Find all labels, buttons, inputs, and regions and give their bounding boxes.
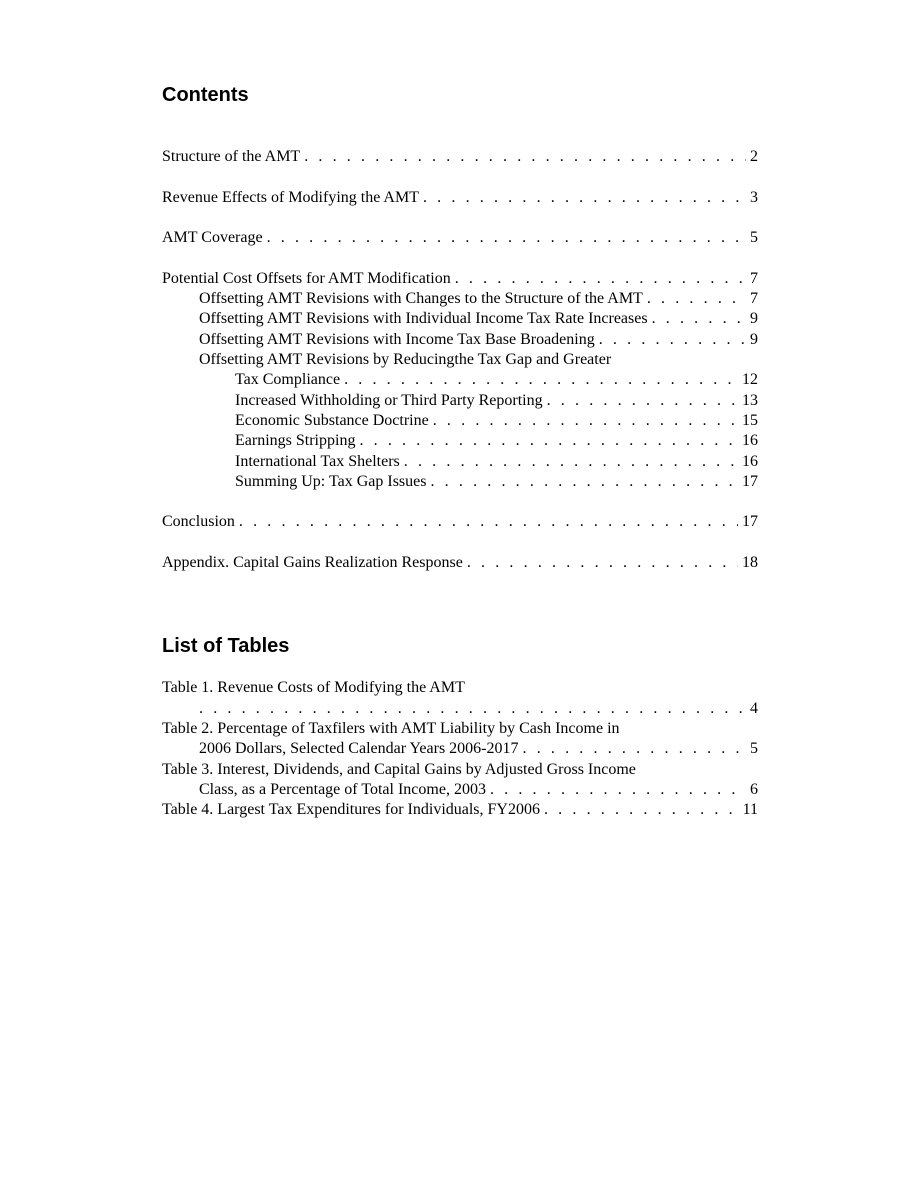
toc-entry-page: 15	[742, 412, 758, 429]
list-of-tables-heading: List of Tables	[162, 635, 290, 657]
toc-entry-page: 12	[742, 371, 758, 388]
toc-entry-title: Offsetting AMT Revisions with Changes to the Structure of the AMT	[199, 290, 643, 307]
toc-entry[interactable]	[162, 553, 758, 573]
toc-entry-page: 7	[750, 290, 758, 307]
toc-subsubentry[interactable]	[235, 431, 758, 451]
toc-entry-title: Offsetting AMT Revisions with Income Tax Base Broadening	[199, 331, 595, 348]
toc-entry[interactable]	[162, 512, 758, 532]
dot-leader	[490, 780, 746, 800]
dot-leader	[423, 188, 746, 208]
table-entry-title: Table 4. Largest Tax Expenditures for Individuals, FY2006	[162, 801, 540, 818]
table-entry[interactable]	[199, 739, 758, 759]
toc-entry-title: Earnings Stripping	[235, 432, 356, 449]
toc-entry-page: 9	[750, 310, 758, 327]
toc-entry-page: 16	[742, 432, 758, 449]
toc-entry[interactable]	[162, 228, 758, 248]
dot-leader	[455, 269, 746, 289]
toc-subentry-heading[interactable]: Offsetting AMT Revisions by Reducingthe Tax Gap and Greater	[199, 351, 612, 368]
table-entry-page: 5	[750, 740, 758, 757]
toc-entry-title: Potential Cost Offsets for AMT Modification	[162, 270, 451, 287]
toc-subentry[interactable]	[199, 330, 758, 350]
table-entry-title[interactable]: Table 1. Revenue Costs of Modifying the AMT	[162, 679, 465, 696]
table-entry-page: 11	[742, 801, 758, 818]
dot-leader	[359, 431, 738, 451]
toc-subentry[interactable]	[199, 309, 758, 329]
dot-leader	[239, 512, 738, 532]
toc-entry-page: 2	[750, 148, 758, 165]
dot-leader	[430, 472, 738, 492]
dot-leader	[544, 800, 739, 820]
toc-subsubentry[interactable]	[235, 452, 758, 472]
toc-entry-page: 9	[750, 331, 758, 348]
toc-entry-page: 3	[750, 189, 758, 206]
dot-leader	[344, 370, 738, 390]
dot-leader	[652, 309, 746, 329]
toc-entry-title: Tax Compliance	[235, 371, 341, 388]
toc-entry-page: 7	[750, 270, 758, 287]
table-entry[interactable]	[199, 699, 758, 719]
dot-leader	[199, 699, 746, 719]
table-entry[interactable]	[162, 800, 758, 820]
toc-entry-page: 17	[742, 513, 758, 530]
table-entry-page: 4	[750, 700, 758, 717]
toc-entry-title: AMT Coverage	[162, 229, 263, 246]
toc-subsubentry[interactable]	[235, 472, 758, 492]
toc-entry[interactable]	[162, 269, 758, 289]
dot-leader	[547, 391, 738, 411]
toc-entry-title: Offsetting AMT Revisions with Individual Income Tax Rate Increases	[199, 310, 648, 327]
table-entry-page: 6	[750, 781, 758, 798]
table-entry-title-cont: Class, as a Percentage of Total Income, 2003	[199, 781, 486, 798]
toc-subentry[interactable]	[199, 289, 758, 309]
toc-entry-title: Conclusion	[162, 513, 235, 530]
toc-subsubentry[interactable]	[235, 411, 758, 431]
toc-subsubentry[interactable]	[235, 391, 758, 411]
dot-leader	[647, 289, 746, 309]
toc-entry-page: 16	[742, 453, 758, 470]
dot-leader	[523, 739, 747, 759]
toc-entry-page: 5	[750, 229, 758, 246]
toc-entry-title: Structure of the AMT	[162, 148, 301, 165]
table-entry[interactable]	[199, 780, 758, 800]
table-entry-title[interactable]: Table 3. Interest, Dividends, and Capital Gains by Adjusted Gross Income	[162, 761, 636, 778]
dot-leader	[267, 228, 746, 248]
toc-entry-title: International Tax Shelters	[235, 453, 400, 470]
toc-entry-title: Economic Substance Doctrine	[235, 412, 429, 429]
toc-entry-title: Summing Up: Tax Gap Issues	[235, 473, 427, 490]
toc-entry-page: 13	[742, 392, 758, 409]
dot-leader	[599, 330, 746, 350]
dot-leader	[304, 147, 746, 167]
toc-entry-title: Appendix. Capital Gains Realization Response	[162, 554, 463, 571]
toc-subsubentry[interactable]	[235, 370, 758, 390]
dot-leader	[404, 452, 738, 472]
toc-entry[interactable]	[162, 188, 758, 208]
contents-heading: Contents	[162, 84, 249, 106]
dot-leader	[467, 553, 738, 573]
toc-entry-title: Revenue Effects of Modifying the AMT	[162, 189, 419, 206]
toc-entry-title: Increased Withholding or Third Party Reporting	[235, 392, 543, 409]
table-entry-title[interactable]: Table 2. Percentage of Taxfilers with AMT Liability by Cash Income in	[162, 720, 620, 737]
toc-entry-page: 18	[742, 554, 758, 571]
toc-entry[interactable]	[162, 147, 758, 167]
table-entry-title-cont: 2006 Dollars, Selected Calendar Years 2006-2017	[199, 740, 519, 757]
dot-leader	[433, 411, 738, 431]
toc-entry-page: 17	[742, 473, 758, 490]
